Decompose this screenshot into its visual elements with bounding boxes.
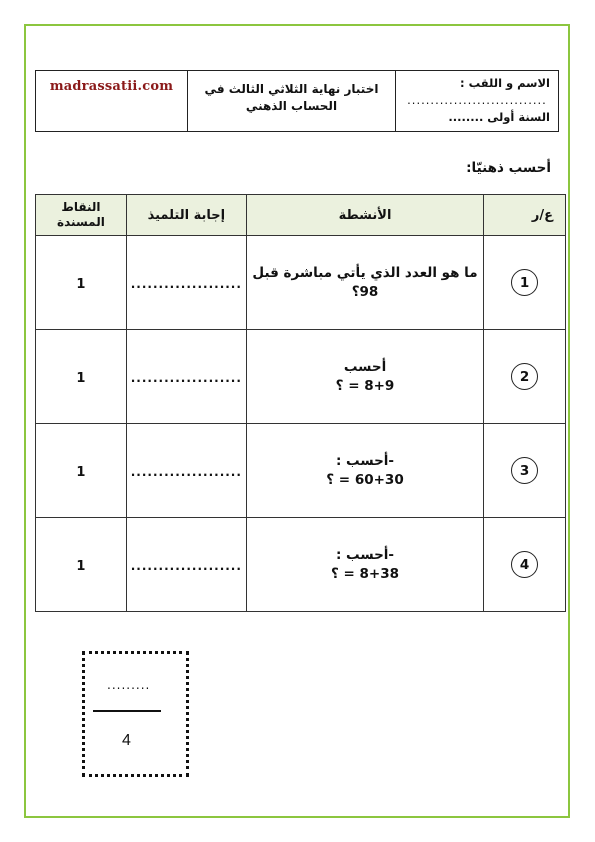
name-field[interactable]: ..............................: [407, 93, 547, 107]
header-activities: الأنشطة: [246, 195, 483, 236]
activity-text: 8+38 = ؟: [330, 565, 400, 582]
site-logo: madrassatii.com: [49, 79, 174, 94]
points-value: 1: [76, 277, 86, 292]
header-answer: إجابة التلميذ: [126, 195, 246, 236]
name-label: الاسم و اللقب :: [460, 76, 550, 90]
table-row: [36, 518, 566, 612]
header-table: [35, 70, 559, 132]
row-number: 3: [511, 457, 538, 484]
activity-text: -أحسب :: [335, 546, 395, 563]
activity-text: أحسب: [343, 358, 387, 375]
answer-field[interactable]: ....................: [130, 465, 242, 479]
header-number: ع/ر: [484, 195, 566, 236]
instruction: أحسب ذهنيّا:: [466, 160, 551, 176]
activity-cell: [246, 424, 483, 518]
score-field[interactable]: .........: [107, 678, 151, 692]
activity-cell: [246, 518, 483, 612]
exam-title-line2: الحساب الذهني: [245, 99, 338, 113]
header-student-cell: [396, 71, 558, 131]
exercise-table: [35, 194, 566, 612]
activity-cell: [246, 330, 483, 424]
activity-text: 60+30 = ؟: [326, 471, 404, 488]
score-box: [82, 651, 189, 777]
exam-title-line1: اختبار نهاية الثلاثي الثالث في: [204, 82, 379, 96]
score-total: 4: [122, 732, 131, 749]
activity-text: -أحسب :: [335, 452, 395, 469]
points-value: 1: [76, 559, 86, 574]
points-value: 1: [76, 465, 86, 480]
activity-text: 98؟: [351, 283, 379, 300]
answer-field[interactable]: ....................: [130, 559, 242, 573]
header-site-cell: [36, 71, 188, 131]
table-row: [36, 236, 566, 330]
table-row: [36, 424, 566, 518]
activity-text: ما هو العدد الذي يأتي مباشرة قبل: [252, 264, 478, 281]
row-number: 1: [511, 269, 538, 296]
table-header-row: [36, 195, 566, 236]
row-number: 4: [511, 551, 538, 578]
activity-text: 8+9 = ؟: [335, 377, 395, 394]
answer-field[interactable]: ....................: [130, 371, 242, 385]
answer-field[interactable]: ....................: [130, 277, 242, 291]
row-number: 2: [511, 363, 538, 390]
header-title-cell: [188, 71, 396, 131]
table-row: [36, 330, 566, 424]
fraction-bar: [93, 710, 161, 712]
header-points: النقاط المسندة: [36, 195, 127, 236]
level-label[interactable]: السنة أولى ........: [448, 110, 550, 124]
activity-cell: [246, 236, 483, 330]
points-value: 1: [76, 371, 86, 386]
